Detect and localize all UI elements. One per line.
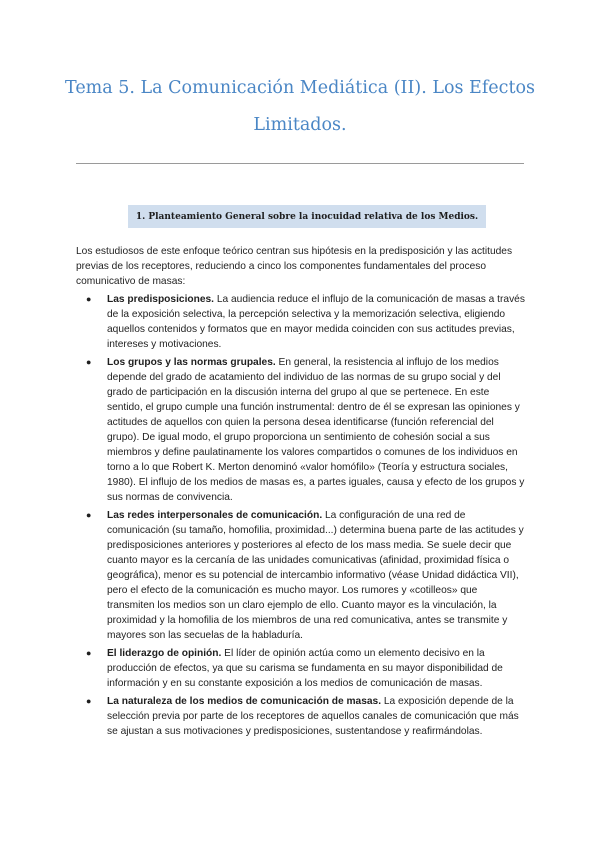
title-divider: [76, 163, 524, 164]
list-item: [76, 508, 526, 643]
list-item-term: El liderazgo de opinión.: [107, 648, 222, 659]
list-item-text: La exposición depende de la selección previa por parte de los receptores de aquellos canales de comunicación que más se ajustan a sus motivaciones y predisposiciones, sustentandose y reafirmándolas.: [107, 696, 519, 737]
bullet-icon: ●: [86, 357, 92, 367]
bullet-icon: ●: [86, 696, 92, 706]
bullet-icon: ●: [86, 294, 92, 304]
factor-list: [76, 292, 526, 739]
list-item-term: Los grupos y las normas grupales.: [107, 357, 276, 368]
document-title: Tema 5. La Comunicación Mediática (II). Los Efectos Limitados.: [65, 78, 535, 135]
document-body: [76, 244, 526, 739]
list-item-text: La audiencia reduce el influjo de la comunicación de masas a través de la exposición selectiva, la percepción selectiva y la memorización selectiva, eligiendo aquellos contenidos y formatos que en mayor medida coinciden con sus actitudes previas, intereses y motivaciones.: [107, 294, 525, 350]
intro-paragraph: Los estudiosos de este enfoque teórico centran sus hipótesis en la predisposición y las actitudes previas de los receptores, reduciendo a cinco los componentes fundamentales del proceso comunicativo de masas:: [76, 246, 513, 287]
list-item: [76, 646, 526, 691]
list-item: [76, 694, 526, 739]
list-item: [76, 292, 526, 352]
bullet-icon: ●: [86, 510, 92, 520]
list-item: [76, 355, 526, 505]
list-item-term: La naturaleza de los medios de comunicación de masas.: [107, 696, 382, 707]
section-heading: 1. Planteamiento General sobre la inocuidad relativa de los Medios.: [128, 205, 486, 228]
list-item-text: En general, la resistencia al influjo de los medios depende del grado de acatamiento del individuo de las normas de su grupo social y del grado de participación en la discusión interna del grupo al que se pertenece. En este sentido, el grupo cumple una función instrumental: dentro de él se expresan las opiniones y actitudes de aquellos con quien la persona desea identificarse (función referencial del grupo). De igual modo, el grupo proporciona un sentimiento de cohesión social a sus miembros y define paulatinamente los valores compartidos o comunes de los individuos en torno a lo que Robert K. Merton denominó «valor homófilo» (Teoría y estructura sociales, 1980). El influjo de los medios de masas es, a partes iguales, causa y efecto de los grupos y sus normas de convivencia.: [107, 357, 525, 503]
list-item-term: Las predisposiciones.: [107, 294, 215, 305]
bullet-icon: ●: [86, 648, 92, 658]
list-item-text: La configuración de una red de comunicación (su tamaño, homofilia, proximidad...) determina buena parte de las actitudes y predisposiciones anteriores y posteriores al efecto de los mass media. Se suele decir que cuanto mayor es la cercanía de las unidades comunicativas (afinidad, proximidad física o geográfica), menor es su potencial de intercambio informativo (véase Unidad didáctica VII), pero el efecto de la comunicación es mucho mayor. Los rumores y «cotilleos» que transmiten los medios son un claro ejemplo de ello. Cuanto mayor es la vinculación, la proximidad y la homofilia de los miembros de una red comunicativa, antes se transmite y mayores son las secuelas de la habladuría.: [107, 510, 524, 641]
list-item-text: El líder de opinión actúa como un elemento decisivo en la producción de efectos, ya que su carisma se fundamenta en su mayor disponibilidad de información y en su constante exposición a los medios de comunicación de masas.: [107, 648, 503, 689]
list-item-term: Las redes interpersonales de comunicación.: [107, 510, 323, 521]
